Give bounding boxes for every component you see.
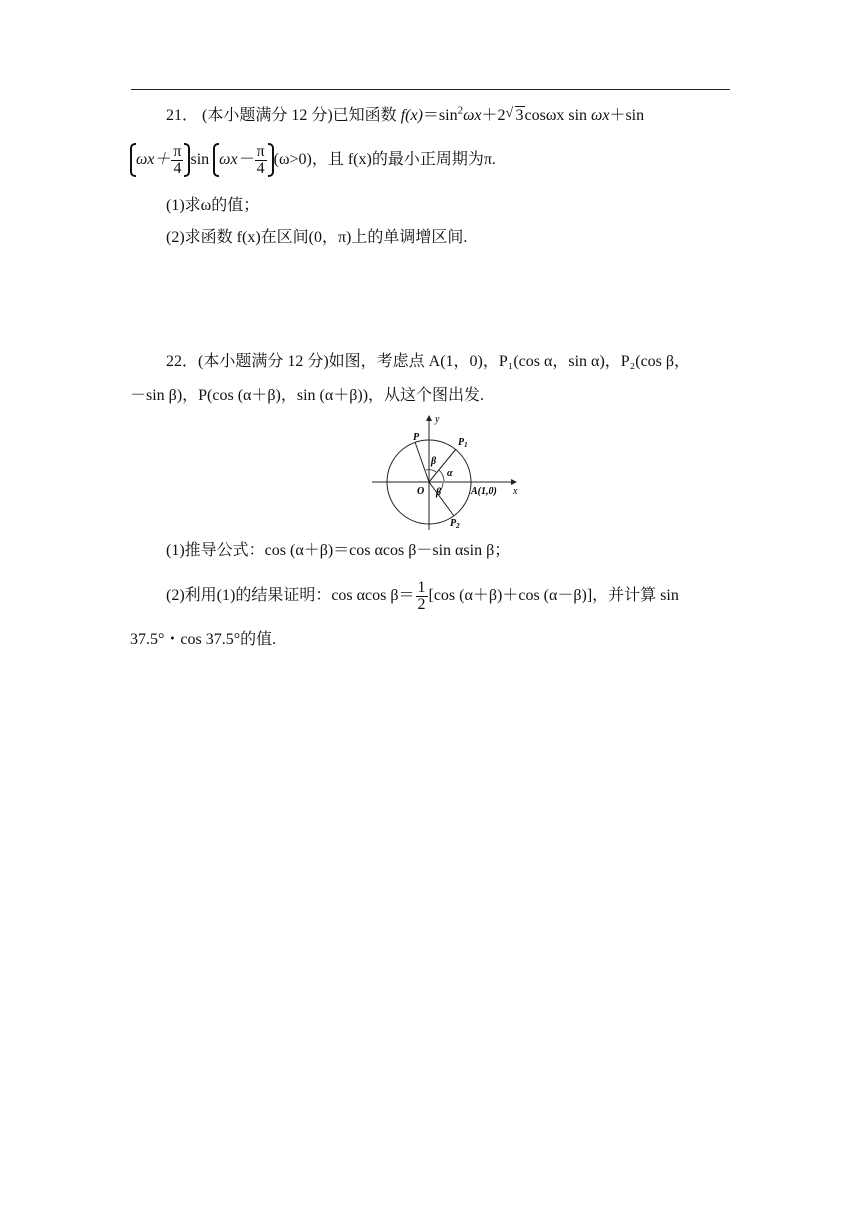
frac-one-half [416, 580, 428, 613]
label-O: O [417, 486, 425, 497]
q21-plus2: ＋2 [481, 107, 506, 124]
q21-arg2-left: ωx－ [219, 151, 254, 168]
frac-num: 1 [417, 578, 426, 596]
frac-den: 2 [417, 595, 426, 613]
svg-text:P2 [450, 518, 460, 530]
q21-header: (本小题满分 12 分)已知函数 [202, 107, 397, 124]
q21-eq1: ＝sin [422, 107, 458, 124]
q21-sup2: 2 [457, 104, 464, 117]
label-alpha: α [447, 468, 453, 479]
label-P1: P [458, 437, 465, 448]
q21-sub1: (1)求ω的值； [166, 197, 260, 214]
label-x: x [513, 486, 518, 497]
q22-line2: －sin β)，P(cos (α＋β)，sin (α＋β))，从这个图出发. [130, 387, 485, 404]
sqrt3: √ 3 [505, 106, 524, 124]
label-A: A(1,0) [471, 486, 497, 497]
q21-omegax2: ωx [591, 107, 610, 124]
q21-tail: (ω>0)，且 f(x)的最小正周期为π. [273, 151, 496, 168]
q21-arg1-left: ωx＋ [136, 151, 171, 168]
q21-coswx: cosωx sin [524, 107, 588, 124]
q22-sub2-line [166, 578, 679, 614]
q21-sin-mid: sin [190, 151, 210, 168]
label-y: y [435, 414, 440, 425]
q21-sub2: (2)求函数 f(x)在区间(0，π)上的单调增区间. [166, 229, 468, 246]
unit-circle-diagram [370, 412, 526, 532]
q22-sub2-a: (2)利用(1)的结果证明：cos αcos β＝ [166, 587, 415, 604]
label-P1-sub: 1 [464, 441, 468, 449]
svg-text:P1 [458, 437, 468, 449]
q22-line1: 22．(本小题满分 12 分)如图，考虑点 A(1，0)，P₁(cos α，sin α)，P₂(cos β， [166, 353, 691, 370]
frac-num: π [173, 142, 182, 160]
radius-P [415, 442, 429, 482]
label-P2: P [450, 518, 457, 529]
q22-sub1: (1)推导公式：cos (α＋β)＝cos αcos β－sin αsin β； [166, 542, 511, 559]
q21-plussin: ＋sin [609, 107, 645, 124]
alpha-arc [439, 470, 444, 481]
radius-P2 [429, 482, 454, 516]
label-P: P [413, 432, 420, 443]
frac-den: 4 [256, 159, 265, 177]
q21-number: 21． [166, 107, 199, 124]
frac-num: π [256, 142, 265, 160]
q22-sub2-c: 37.5°・cos 37.5°的值. [130, 631, 277, 648]
q21-fx: f(x) [400, 107, 423, 124]
q21-omegax: ωx [463, 107, 482, 124]
label-beta-lower: β [436, 487, 442, 498]
beta-arc-upper [426, 470, 436, 472]
frac-pi-4-b [255, 144, 267, 177]
q22-sub2-b: [cos (α＋β)＋cos (α－β)]，并计算 sin [428, 587, 679, 604]
q21-line1 [166, 106, 644, 126]
label-P2-sub: 2 [456, 522, 460, 530]
sqrt3-value: 3 [515, 107, 524, 124]
frac-den: 4 [173, 159, 182, 177]
q21-line2 [130, 140, 496, 180]
top-rule [131, 89, 730, 90]
label-beta-upper: β [431, 456, 437, 467]
frac-pi-4-a [171, 144, 183, 177]
